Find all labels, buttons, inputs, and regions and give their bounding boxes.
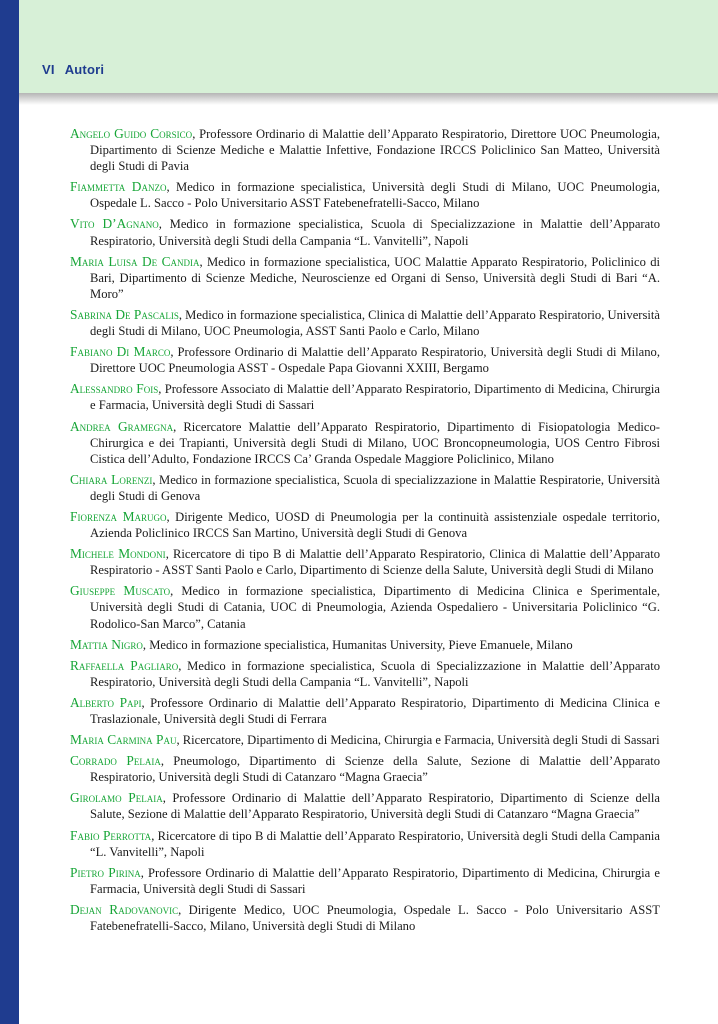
author-affiliation: , Professore Ordinario di Malattie dell’Apparato Respiratorio, Direttore UOC Pneumologia, Dipartimento di Scienze Mediche e Malattie Infettive, Fondazione IRCCS Policlinico San Matteo, Università degli Studi di Pavia — [90, 127, 661, 174]
author-entry — [70, 546, 660, 578]
author-affiliation: , Professore Ordinario di Malattie dell’Apparato Respiratorio, Università degli Studi di Milano, Direttore UOC Pneumologia ASST - Ospedale Papa Giovanni XXIII, Bergamo — [90, 345, 660, 376]
author-affiliation: , Professore Ordinario di Malattie dell’Apparato Respiratorio, Dipartimento di Scienze della Salute, Sezione di Malattie dell’Apparato Respiratorio, Università degli Studi di Catanzaro “Magna Graecia” — [90, 791, 660, 822]
author-name: Corrado Pelaia — [70, 753, 161, 769]
author-affiliation: , Medico in formazione specialistica, Humanitas University, Pieve Emanuele, Milano — [142, 637, 573, 652]
author-entry — [70, 695, 660, 727]
author-name: Pietro Pirina — [70, 864, 141, 880]
author-entry — [70, 509, 660, 541]
author-entry — [70, 828, 660, 860]
author-affiliation: , Pneumologo, Dipartimento di Scienze della Salute, Sezione di Malattie dell’Apparato Respiratorio, Università degli Studi di Catanzaro “Magna Graecia” — [90, 754, 660, 785]
author-name: Angelo Guido Corsico — [70, 126, 193, 141]
author-affiliation: , Medico in formazione specialistica, Scuola di Specializzazione in Malattie dell’Apparato Respiratorio, Università degli Studi della Campania “L. Vanvitelli”, Napoli — [90, 658, 661, 689]
author-entry — [70, 307, 660, 339]
author-name: Alberto Papi — [70, 694, 142, 710]
author-name: Chiara Lorenzi — [70, 471, 153, 487]
author-name: Dejan Radovanovic — [70, 901, 179, 917]
author-affiliation: , Ricercatore Malattie dell’Apparato Respiratorio, Dipartimento di Fisiopatologia Medico-Chirurgica e dei Trapianti, Università degli Studi di Milano, UOC Broncopneumologia, UOS Centro Fibrosi Cistica dell’Adulto, Fondazione IRCCS Ca’ Granda Ospedale Maggiore Policlinico, Milano — [90, 419, 660, 466]
author-name: Fiammetta Danzo — [70, 179, 167, 195]
author-entry — [70, 472, 660, 504]
author-entry — [70, 753, 660, 785]
author-entry — [70, 902, 660, 934]
author-name: Michele Mondoni — [70, 546, 166, 562]
author-affiliation: , Medico in formazione specialistica, Università degli Studi di Milano, UOC Pneumologia, Ospedale L. Sacco - Polo Universitario ASST Fatebenefratelli-Sacco, Milano — [90, 180, 661, 211]
author-name: Maria Luisa De Candia — [70, 253, 200, 269]
author-affiliation: , Medico in formazione specialistica, UOC Malattie Apparato Respiratorio, Policlinico di Bari, Dipartimento di Scienze Mediche, Neuroscienze ed Organi di Senso, Università degli Studi di Bari “A. Moro” — [90, 254, 660, 301]
author-entry — [70, 790, 660, 822]
author-entry — [70, 254, 660, 302]
author-name: Fabiano Di Marco — [70, 344, 171, 360]
author-entry — [70, 637, 660, 653]
author-name: Fiorenza Marugo — [70, 508, 167, 524]
author-affiliation: , Dirigente Medico, UOSD di Pneumologia per la continuità assistenziale ospedale territorio, Azienda Policlinico IRCCS San Martino, Università degli Studi di Genova — [90, 509, 661, 541]
author-entry — [70, 865, 660, 897]
running-header — [42, 62, 104, 77]
author-affiliation: , Professore Ordinario di Malattie dell’Apparato Respiratorio, Dipartimento di Medicina, Chirurgia e Farmacia, Università degli Studi di Sassari — [90, 865, 660, 896]
header-shadow — [19, 93, 718, 105]
author-entry — [70, 419, 660, 467]
author-name: Raffaella Pagliaro — [70, 657, 179, 673]
author-affiliation: , Medico in formazione specialistica, Scuola di specializzazione in Malattie Respiratorie, Università degli Studi di Genova — [90, 472, 660, 503]
author-name: Andrea Gramegna — [70, 418, 174, 434]
author-affiliation: , Ricercatore, Dipartimento di Medicina, Chirurgia e Farmacia, Università degli Studi di Sassari — [176, 733, 660, 748]
author-affiliation: , Ricercatore di tipo B di Malattie dell’Apparato Respiratorio, Clinica di Malattie dell’Apparato Respiratorio - ASST Santi Paolo e Carlo, Dipartimento di Scienze della Salute, Università degli Studi di Milano — [90, 547, 660, 578]
author-name: Fabio Perrotta — [70, 827, 152, 843]
section-title: Autori — [64, 62, 105, 77]
author-entry — [70, 216, 660, 248]
author-name: Alessandro Fois — [70, 381, 159, 397]
author-entry — [70, 732, 660, 748]
author-affiliation: , Medico in formazione specialistica, Clinica di Malattie dell’Apparato Respiratorio, Università degli Studi di Milano, UOC Pneumologia, ASST Santi Paolo e Carlo, Milano — [90, 307, 660, 339]
author-entry — [70, 583, 660, 631]
author-affiliation: , Professore Associato di Malattie dell’Apparato Respiratorio, Dipartimento di Medicina, Chirurgia e Farmacia, Università degli Studi di Sassari — [90, 382, 660, 413]
author-name: Vito D’Agnano — [70, 216, 159, 232]
author-entry — [70, 381, 660, 413]
author-name: Girolamo Pelaia — [70, 790, 163, 806]
author-name: Giuseppe Muscato — [70, 583, 171, 599]
header-band — [19, 0, 718, 93]
author-affiliation: , Dirigente Medico, UOC Pneumologia, Ospedale L. Sacco - Polo Universitario ASST Fatebenefratelli-Sacco, Milano, Università degli Studi di Milano — [90, 902, 660, 934]
left-color-bar — [0, 0, 19, 1024]
author-entry — [70, 179, 660, 211]
author-entry — [70, 344, 660, 376]
author-name: Mattia Nigro — [70, 636, 143, 652]
author-entry — [70, 126, 660, 174]
author-affiliation: , Medico in formazione specialistica, Scuola di Specializzazione in Malattie dell’Apparato Respiratorio, Università degli Studi della Campania “L. Vanvitelli”, Napoli — [90, 217, 660, 248]
author-name: Sabrina De Pascalis — [70, 306, 179, 322]
page-number: VI — [42, 62, 55, 77]
authors-list — [70, 126, 660, 939]
author-affiliation: , Medico in formazione specialistica, Dipartimento di Medicina Clinica e Sperimentale, Università degli Studi di Catania, UOC di Pneumologia, Azienda Ospedaliero - Universitaria Policlinico “G. Rodolico-San Marco”, Catania — [90, 584, 660, 631]
author-affiliation: , Professore Ordinario di Malattie dell’Apparato Respiratorio, Dipartimento di Medicina Clinica e Traslazionale, Università degli Studi di Ferrara — [90, 695, 661, 726]
author-entry — [70, 658, 660, 690]
author-affiliation: , Ricercatore di tipo B di Malattie dell’Apparato Respiratorio, Università degli Studi della Campania “L. Vanvitelli”, Napoli — [90, 828, 660, 859]
author-name: Maria Carmina Pau — [70, 732, 177, 748]
